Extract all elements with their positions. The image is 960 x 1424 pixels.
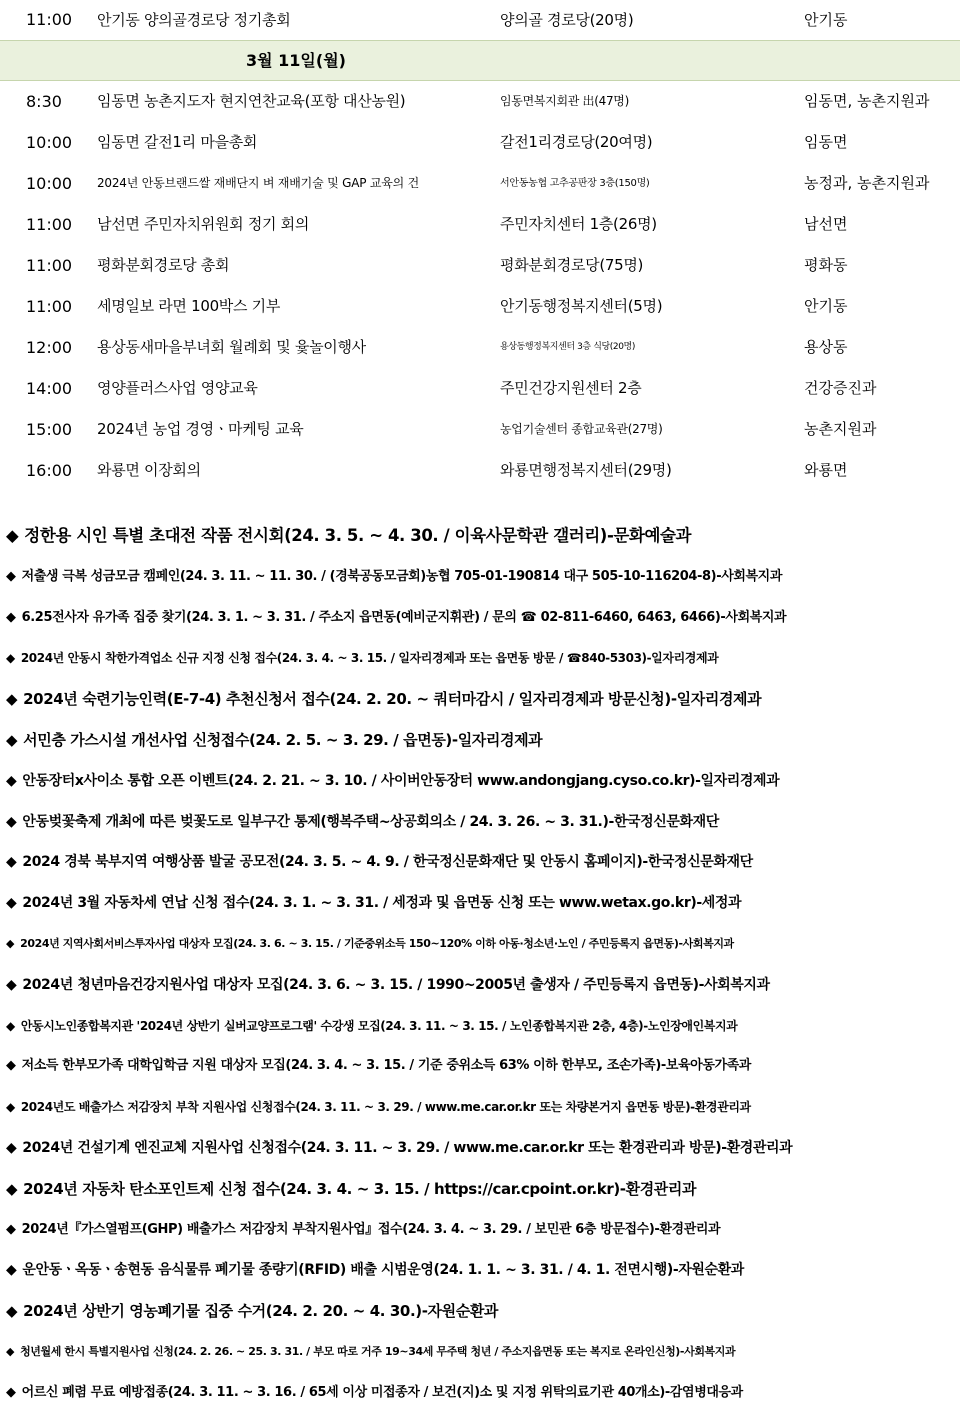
- event-title: 평화분회경로당 총회: [97, 256, 230, 274]
- event-time: 8:30: [26, 92, 62, 111]
- notice-text: 2024년 안동시 착한가격업소 신규 지정 신청 접수(24. 3. 4. ~ 3. 15. / 일자리경제과 또는 읍면동 방문 / ☎840-5303)-일자리경제과: [20, 651, 719, 666]
- date-header-label: 3월 11일(월): [246, 51, 346, 70]
- event-title: 임동면 갈전1리 마을총회: [97, 133, 258, 151]
- notice-text: 2024년 자동차 탄소포인트제 신청 접수(24. 3. 4. ~ 3. 15. / https://car.cpoint.or.kr)-환경관리과: [23, 1179, 697, 1198]
- notice-item: [6, 1291, 956, 1332]
- notice-text: 안동장터x사이소 통합 오픈 이벤트(24. 2. 21. ~ 3. 10. / 사이버안동장터 www.andongjang.cyso.co.kr)-일자리경제과: [22, 772, 780, 789]
- event-department: 와룡면: [804, 461, 848, 479]
- diamond-bullet-icon: ◆: [6, 1139, 17, 1156]
- diamond-bullet-icon: ◆: [6, 1302, 18, 1321]
- event-department: 평화동: [804, 256, 848, 274]
- event-title: 영양플러스사업 영양교육: [97, 379, 258, 397]
- schedule-row: [0, 204, 960, 245]
- event-time: 14:00: [26, 379, 73, 398]
- event-time: 10:00: [26, 174, 73, 193]
- event-title: 안기동 양의골경로당 정기총회: [97, 11, 291, 29]
- notice-item: [6, 1087, 956, 1128]
- diamond-bullet-icon: ◆: [6, 895, 17, 912]
- event-time: 11:00: [26, 297, 73, 316]
- event-place: 임동면복지회관 出(47명): [500, 94, 629, 108]
- schedule-row: [0, 0, 960, 40]
- notice-item: [6, 598, 956, 639]
- notice-item: [6, 1128, 956, 1169]
- event-department: 남선면: [804, 215, 848, 233]
- diamond-bullet-icon: ◆: [6, 772, 17, 789]
- event-department: 용상동: [804, 338, 848, 356]
- event-title: 세명일보 라면 100박스 기부: [97, 297, 281, 315]
- event-time: 11:00: [26, 215, 73, 234]
- event-place: 평화분회경로당(75명): [500, 256, 644, 274]
- diamond-bullet-icon: ◆: [6, 1262, 17, 1279]
- notice-text: 2024년 3월 자동차세 연납 신청 접수(24. 3. 1. ~ 3. 31. / 세정과 및 읍면동 신청 또는 www.wetax.go.kr)-세정과: [22, 895, 742, 912]
- date-header: [0, 40, 960, 81]
- event-department: 농정과, 농촌지원과: [804, 174, 930, 192]
- event-department: 안기동: [804, 11, 848, 29]
- event-time: 12:00: [26, 338, 73, 357]
- notice-item: [6, 883, 956, 924]
- notice-text: 정한용 시인 특별 초대전 작품 전시회(24. 3. 5. ~ 4. 30. / 이육사문학관 갤러리)-문화예술과: [24, 526, 692, 545]
- event-time: 10:00: [26, 133, 73, 152]
- schedule-row: [0, 122, 960, 163]
- notice-text: 안동벚꽃축제 개최에 따른 벚꽃도로 일부구간 통제(행복주택~상공회의소 / 24. 3. 26. ~ 3. 31.)-한국정신문화재단: [22, 813, 719, 830]
- notice-text: 2024년 건설기계 엔진교체 지원사업 신청접수(24. 3. 11. ~ 3. 29. / www.me.car.or.kr 또는 환경관리과 방문)-환경관리과: [22, 1139, 793, 1156]
- notice-text: 저출생 극복 성금모금 캠페인(24. 3. 11. ~ 11. 30. / (경북공동모금회)농협 705-01-190814 대구 505-10-116204-8)-사회복지과: [21, 568, 782, 584]
- notice-text: 어르신 폐렴 무료 예방접종(24. 3. 11. ~ 3. 16. / 65세 이상 미접종자 / 보건(지)소 및 지정 위탁의료기관 40개소)-감염병대응과: [21, 1384, 743, 1400]
- notice-item: [6, 761, 956, 802]
- notice-item: [6, 1046, 956, 1087]
- notice-text: 안동시노인종합복지관 '2024년 상반기 실버교양프로그램' 수강생 모집(24. 3. 11. ~ 3. 15. / 노인종합복지관 2층, 4층)-노인장애인복지과: [20, 1018, 738, 1033]
- notice-text: 2024년 상반기 영농폐기물 집중 수거(24. 2. 20. ~ 4. 30.)-자원순환과: [23, 1302, 499, 1321]
- diamond-bullet-icon: ◆: [6, 813, 17, 830]
- notice-text: 2024년 지역사회서비스투자사업 대상자 모집(24. 3. 6. ~ 3. 15. / 기준중위소득 150~120% 이하 아동·청소년·노인 / 주민등록지 읍면동)-사회복지과: [20, 936, 734, 950]
- event-time: 16:00: [26, 461, 73, 480]
- notice-text: 2024년 청년마음건강지원사업 대상자 모집(24. 3. 6. ~ 3. 15. / 1990~2005년 출생자 / 주민등록지 읍면동)-사회복지과: [22, 976, 770, 993]
- event-place: 와룡면행정복지센터(29명): [500, 461, 672, 479]
- diamond-bullet-icon: ◆: [6, 526, 19, 545]
- event-place: 주민자치센터 1층(26명): [500, 215, 657, 233]
- notice-item: [6, 720, 956, 761]
- notice-text: 운안동ㆍ옥동ㆍ송현동 음식물류 폐기물 종량기(RFID) 배출 시범운영(24. 1. 1. ~ 3. 31. / 4. 1. 전면시행)-자원순환과: [22, 1262, 744, 1279]
- event-time: 11:00: [26, 256, 73, 275]
- event-place: 양의골 경로당(20명): [500, 11, 634, 29]
- notice-item: [6, 1169, 956, 1210]
- diamond-bullet-icon: ◆: [6, 730, 18, 749]
- event-place: 갈전1리경로당(20여명): [500, 133, 653, 151]
- notice-text: 2024년 숙련기능인력(E-7-4) 추천신청서 접수(24. 2. 20. ~ 쿼터마감시 / 일자리경제과 방문신청)-일자리경제과: [23, 690, 762, 709]
- notice-text: 저소득 한부모가족 대학입학금 지원 대상자 모집(24. 3. 4. ~ 3. 15. / 기준 중위소득 63% 이하 한부모, 조손가족)-보육아동가족과: [21, 1058, 751, 1074]
- schedule-table: [0, 0, 960, 491]
- notice-text: 서민층 가스시설 개선사업 신청접수(24. 2. 5. ~ 3. 29. / 읍면동)-일자리경제과: [23, 730, 543, 749]
- event-place: 안기동행정복지센터(5명): [500, 297, 663, 315]
- notice-item: [6, 1332, 956, 1373]
- diamond-bullet-icon: ◆: [6, 1100, 15, 1115]
- event-title: 와룡면 이장회의: [97, 461, 201, 479]
- schedule-row: [0, 81, 960, 122]
- event-title: 임동면 농촌지도자 현지연찬교육(포항 대산농원): [97, 92, 406, 110]
- notice-item: [6, 1250, 956, 1291]
- notice-text: 2024년도 배출가스 저감장치 부착 지원사업 신청접수(24. 3. 11. ~ 3. 29. / www.me.car.or.kr 또는 차량본거지 읍면동 방문)-환경관리과: [20, 1100, 751, 1115]
- notice-item: [6, 1210, 956, 1251]
- event-time: 11:00: [26, 10, 73, 29]
- notice-text: 2024 경북 북부지역 여행상품 발굴 공모전(24. 3. 5. ~ 4. 9. / 한국정신문화재단 및 안동시 홈페이지)-한국정신문화재단: [22, 854, 753, 871]
- diamond-bullet-icon: ◆: [6, 976, 17, 993]
- event-title: 용상동새마을부녀회 월례회 및 윷놀이행사: [97, 338, 366, 356]
- schedule-row: [0, 327, 960, 368]
- notice-item: [6, 802, 956, 843]
- event-department: 임동면, 농촌지원과: [804, 92, 930, 110]
- notice-item: [6, 924, 956, 965]
- notice-item: [6, 1006, 956, 1047]
- notice-item: [6, 1373, 956, 1414]
- event-place: 서안동농협 고추공판장 3층(150명): [500, 178, 650, 189]
- notice-item: [6, 842, 956, 883]
- notice-text: 6.25전사자 유가족 집중 찾기(24. 3. 1. ~ 3. 31. / 주소지 읍면동(예비군지휘관) / 문의 ☎ 02-811-6460, 6463, 6466)-사회복지과: [21, 609, 787, 625]
- event-place: 용상동행정복지센터 3층 식당(20명): [500, 342, 635, 352]
- event-department: 임동면: [804, 133, 848, 151]
- diamond-bullet-icon: ◆: [6, 1221, 16, 1237]
- event-department: 농촌지원과: [804, 420, 877, 438]
- event-place: 주민건강지원센터 2층: [500, 379, 642, 397]
- event-department: 건강증진과: [804, 379, 877, 397]
- event-title: 2024년 농업 경영ㆍ마케팅 교육: [97, 420, 304, 438]
- diamond-bullet-icon: ◆: [6, 1384, 16, 1400]
- schedule-row: [0, 368, 960, 409]
- event-title: 2024년 안동브랜드쌀 재배단지 벼 재배기술 및 GAP 교육의 건: [97, 176, 420, 190]
- diamond-bullet-icon: ◆: [6, 690, 18, 709]
- event-department: 안기동: [804, 297, 848, 315]
- notice-item: [6, 965, 956, 1006]
- diamond-bullet-icon: ◆: [6, 609, 16, 625]
- diamond-bullet-icon: ◆: [6, 568, 16, 584]
- schedule-row: [0, 163, 960, 204]
- diamond-bullet-icon: ◆: [6, 651, 15, 666]
- notice-item: [6, 638, 956, 679]
- schedule-row: [0, 286, 960, 327]
- notice-text: 2024년『가스열펌프(GHP) 배출가스 저감장치 부착지원사업』접수(24. 3. 4. ~ 3. 29. / 보민관 6층 방문접수)-환경관리과: [21, 1221, 721, 1237]
- schedule-row: [0, 450, 960, 491]
- event-place: 농업기술센터 종합교육관(27명): [500, 422, 663, 436]
- notice-text: 청년월세 한시 특별지원사업 신청(24. 2. 26. ~ 25. 3. 31. / 부모 따로 거주 19~34세 무주택 청년 / 주소지읍면동 또는 복지로 온라인신청)-사회복지과: [20, 1344, 736, 1358]
- event-time: 15:00: [26, 420, 73, 439]
- diamond-bullet-icon: ◆: [6, 1179, 18, 1198]
- notice-item: [6, 516, 956, 557]
- notice-item: [6, 679, 956, 720]
- diamond-bullet-icon: ◆: [6, 936, 15, 950]
- notice-list: [6, 516, 956, 1414]
- notice-item: [6, 557, 956, 598]
- diamond-bullet-icon: ◆: [6, 1018, 15, 1033]
- diamond-bullet-icon: ◆: [6, 854, 17, 871]
- diamond-bullet-icon: ◆: [6, 1344, 15, 1358]
- schedule-row: [0, 245, 960, 286]
- diamond-bullet-icon: ◆: [6, 1058, 16, 1074]
- event-title: 남선면 주민자치위원회 정기 회의: [97, 215, 310, 233]
- schedule-row: [0, 409, 960, 450]
